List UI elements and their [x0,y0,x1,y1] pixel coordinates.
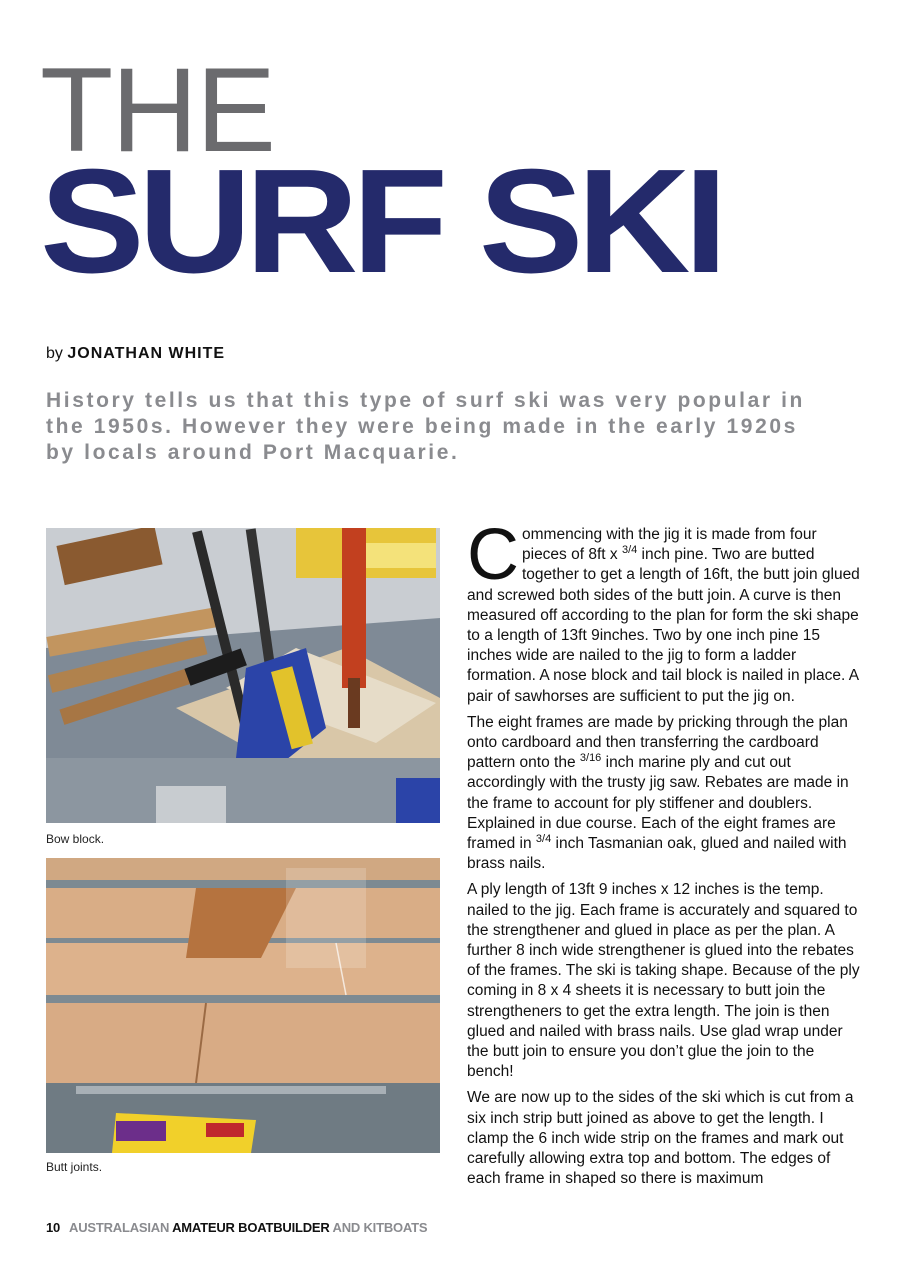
title-surf-ski: SURF SKI [40,139,722,304]
p2-text-b: inch marine ply and cut out accordingly with the trusty jig saw. Rebates are made in the frame to account for ply stiffener and doublers. Explained in due course. Each of the eight frames are framed in [467,754,849,853]
fraction: 3/4 [535,832,552,845]
intro-standfirst: History tells us that this type of surf ski was very popular in the 1950s. However they were being made in the early 1920s by locals around Port Macquarie. [46,389,805,464]
p2-text-a: The eight frames are made by pricking through the plan onto cardboard and then transferring the cardboard pattern onto the [467,713,848,772]
title-the: THE [40,43,274,177]
article-paragraph-4: We are now up to the sides of the ski which is cut from a six inch strip butt joined as above to get the length. I clamp the 6 inch wide strip on the frames and mark out carefully allowing extra top and bottom. The edges of each frame in shaped so there is maximum [467,1089,854,1188]
footer-pub-b: AMATEUR BOATBUILDER [172,1220,330,1235]
footer-pub-c: AND KITBOATS [332,1220,428,1235]
article-body [467,515,863,1196]
article-paragraph-3: A ply length of 13ft 9 inches x 12 inches is the temp. nailed to the jig. Each frame is accurately and squared to the strengthener and glued in place as per the plan. A further 8 inch wide strengthener is glued into the rebates of the frames. The ski is taking shape. Because of the ply coming in 8 x 4 sheets it is necessary to butt join the strengtheners to get the extra length. The join is then glued and nailed with brass nails. Use glad wrap under the butt join to ensure you don’t glue the join to the bench! [467,881,860,1081]
footer-pub-a: AUSTRALASIAN [69,1220,170,1235]
page-footer [46,1220,427,1235]
photo-bow-block [46,528,440,823]
byline [46,345,225,363]
p1-text-b: inch pine. Two are butted together to get a length of 16ft, the butt join glued and screwed both sides of the butt join. A curve is then measured off according to the plan for form the ski shape to a length of 13ft 9inches. Two by one inch pine 15 inches wide are nailed to the jig to form a ladder formation. A nose block and tail block is nailed in place. A pair of sawhorses are sufficient to put the jig on. [467,546,860,705]
photo-butt-joints [46,858,440,1153]
caption-bow-block: Bow block. [46,832,105,846]
byline-prefix: by [46,345,63,362]
caption-butt-joints: Butt joints. [46,1160,103,1174]
fraction: 3/16 [579,752,602,765]
p2-text-c: inch Tasmanian oak, glued and nailed with brass nails. [467,835,847,873]
p1-text-a: ommencing with the jig it is made from four pieces of 8ft x [522,526,817,564]
fraction: 3/4 [621,544,638,557]
byline-author: JONATHAN WHITE [67,345,226,362]
article-paragraph-2 [467,713,863,875]
page-number: 10 [46,1220,61,1235]
drop-cap: C [467,515,519,595]
article-paragraph-1 [467,515,863,707]
